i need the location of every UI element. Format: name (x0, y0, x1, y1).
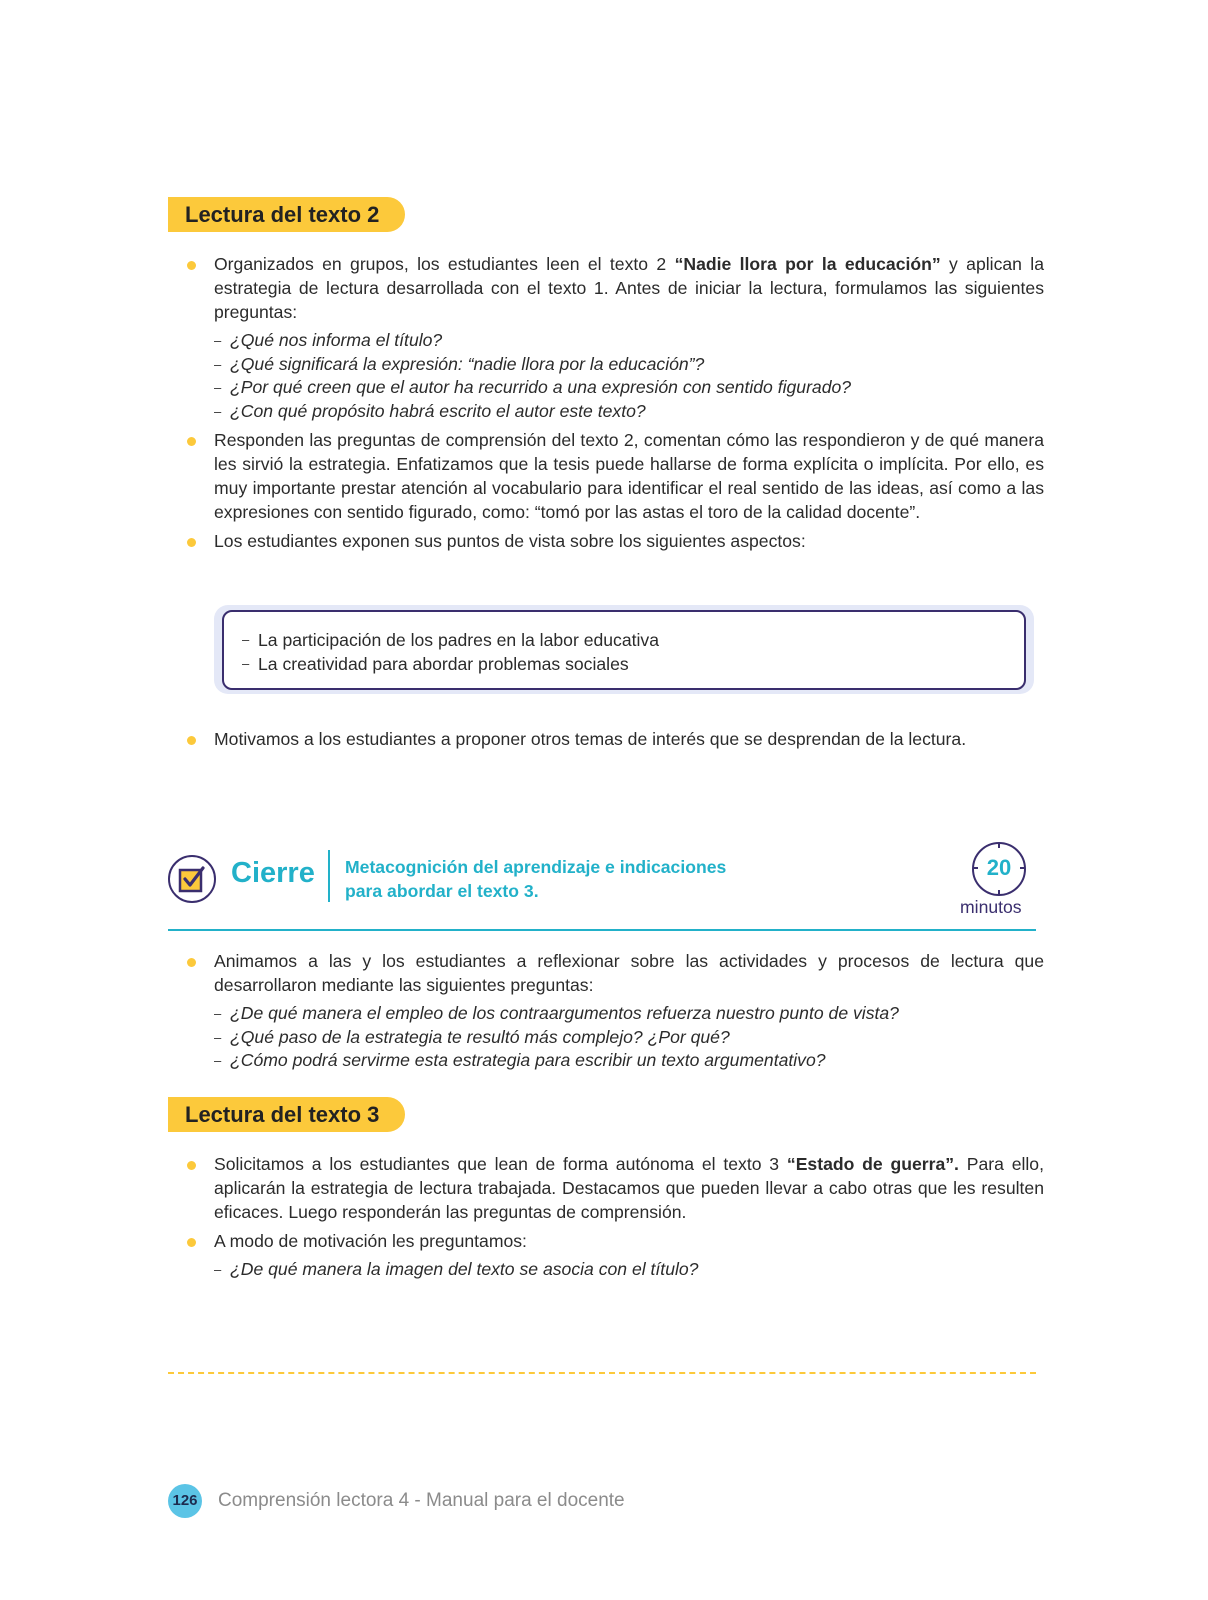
list-item: Responden las preguntas de comprensión del texto 2, comentan cómo las respondieron y de qué manera les sirvió la estrategia. Enfatizamos que la tesis puede hallarse de forma explícita o implícita. Por ello, es muy importante prestar atención al vocabulario para identificar el real sentido de las ideas, así como a las expresiones con sentido figurado, como: “tomó por las astas el toro de la calidad docente”. (184, 428, 1044, 524)
lectura-2-content-end (184, 727, 1044, 756)
question-item: – ¿Qué significará la expresión: “nadie llora por la educación”? (214, 353, 1044, 377)
question-item: – ¿De qué manera el empleo de los contraargumentos refuerza nuestro punto de vista? (214, 1002, 1044, 1026)
text-title-bold: “Estado de guerra”. (786, 1154, 959, 1174)
cierre-divider (328, 850, 330, 902)
page-number: 126 (168, 1484, 202, 1518)
timer-icon (972, 842, 1026, 896)
aspects-box (222, 610, 1026, 690)
cierre-content (184, 949, 1044, 1078)
cierre-divider-line (168, 929, 1036, 931)
list-item: Motivamos a los estudiantes a proponer otros temas de interés que se desprendan de la lectura. (184, 727, 1044, 751)
question-list (184, 1002, 1044, 1073)
cierre-subtitle: Metacognición del aprendizaje e indicaciones para abordar el texto 3. (345, 857, 727, 901)
section-tab-lectura-3: Lectura del texto 3 (168, 1097, 405, 1132)
list-item: Solicitamos a los estudiantes que lean de forma autónoma el texto 3 “Estado de guerra”. Para ello, aplicarán la estrategia de lectura trabajada. Destacamos que pueden llevar a cabo otras que les resulten eficaces. Luego responderán las preguntas de comprensión. (184, 1152, 1044, 1224)
question-item: – ¿Por qué creen que el autor ha recurrido a una expresión con sentido figurado? (214, 376, 1044, 400)
lectura-3-content (184, 1152, 1044, 1287)
question-item: – ¿Cómo podrá servirme esta estrategia para escribir un texto argumentativo? (214, 1049, 1044, 1073)
dashed-divider (168, 1372, 1036, 1374)
timer-unit: minutos (960, 897, 1022, 917)
cierre-title: Cierre (231, 857, 315, 889)
lectura-2-content (184, 252, 1044, 558)
list-item: Organizados en grupos, los estudiantes leen el texto 2 “Nadie llora por la educación” y aplican la estrategia de lectura desarrollada con el texto 1. Antes de iniciar la lectura, formulamos las siguientes preguntas: (184, 252, 1044, 324)
list-item: Animamos a las y los estudiantes a reflexionar sobre las actividades y procesos de lectura que desarrollaron mediante las siguientes preguntas: (184, 949, 1044, 997)
list-item: Los estudiantes exponen sus puntos de vista sobre los siguientes aspectos: (184, 529, 1044, 553)
footer-title: Comprensión lectora 4 - Manual para el docente (218, 1490, 625, 1511)
timer-minutes: 20 (986, 855, 1012, 880)
list-item: A modo de motivación les preguntamos: (184, 1229, 1044, 1253)
aspect-item: – La creatividad para abordar problemas sociales (242, 652, 1006, 676)
question-list (184, 1258, 1044, 1282)
question-item: – ¿Con qué propósito habrá escrito el autor este texto? (214, 400, 1044, 424)
question-item: – ¿De qué manera la imagen del texto se asocia con el título? (214, 1258, 1044, 1282)
question-item: – ¿Qué paso de la estrategia te resultó más complejo? ¿Por qué? (214, 1026, 1044, 1050)
section-tab-lectura-2: Lectura del texto 2 (168, 197, 405, 232)
question-list (184, 329, 1044, 423)
question-item: – ¿Qué nos informa el título? (214, 329, 1044, 353)
checkbox-icon (168, 855, 216, 903)
text-title-bold: “Nadie llora por la educación” (674, 254, 941, 274)
aspect-item: – La participación de los padres en la labor educativa (242, 628, 1006, 652)
